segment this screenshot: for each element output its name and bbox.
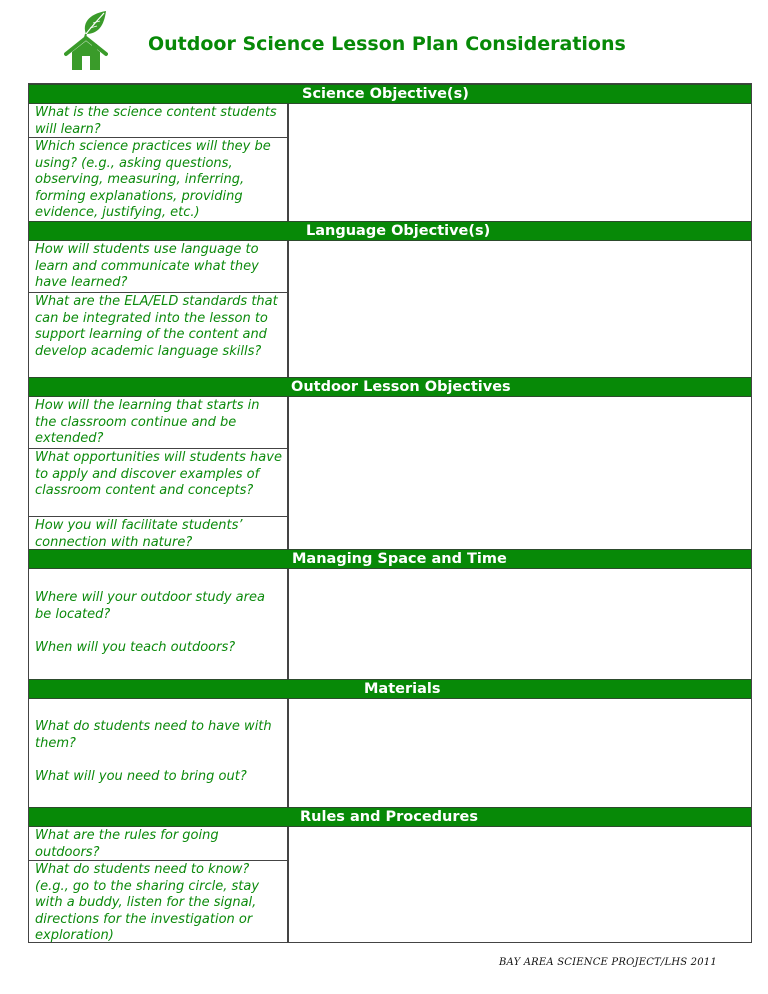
section-title: Language Objective(s) [306, 223, 491, 239]
question-cell [29, 449, 288, 517]
section-title: Materials [364, 681, 441, 697]
question-cell [29, 241, 288, 293]
section-header-rules-and-procedures [29, 807, 751, 827]
question-text: What will you need to bring out? [35, 769, 247, 784]
question-cell [29, 293, 288, 377]
section-header-outdoor-lesson-objectives [29, 377, 751, 397]
question-text: When will you teach outdoors? [35, 640, 236, 655]
section-header-managing-space-and-time [29, 549, 751, 569]
question-column [29, 569, 288, 680]
lesson-plan-form [28, 83, 752, 943]
question-text: What is the science content students will learn? [35, 105, 277, 137]
answer-box-materials[interactable] [288, 699, 751, 807]
section-header-language-objectives [29, 221, 751, 241]
answer-box-science-objectives[interactable] [288, 104, 751, 222]
answer-box-language-objectives[interactable] [288, 241, 751, 377]
question-text: What opportunities will students have to apply and discover examples of classroom content and concepts? [35, 450, 282, 498]
section-title: Rules and Procedures [300, 809, 478, 825]
question-text: Where will your outdoor study area be located? [35, 590, 265, 622]
question-text: How you will facilitate students’ connection with nature? [35, 518, 243, 550]
question-text: Which science practices will they be using? (e.g., asking questions, observing, measuring, inferring, forming explanations, providing evidence, justifying, etc.) [35, 139, 271, 220]
answer-box-managing-space-and-time[interactable] [288, 569, 751, 680]
section-header-materials [29, 679, 751, 699]
question-text: What do students need to have with them? [35, 719, 272, 751]
question-cell [29, 397, 288, 449]
footer-credit: BAY AREA SCIENCE PROJECT/LHS 2011 [499, 957, 717, 968]
question-cell [29, 104, 288, 138]
answer-box-outdoor-lesson-objectives[interactable] [288, 397, 751, 549]
question-text: What are the rules for going outdoors? [35, 828, 219, 860]
question-text: How will students use language to learn and communicate what they have learned? [35, 242, 259, 290]
question-cell [29, 138, 288, 222]
question-text: What are the ELA/ELD standards that can be integrated into the lesson to support learning of the content and develop academic language skills? [35, 294, 278, 359]
page-title: Outdoor Science Lesson Plan Considerations [148, 33, 626, 55]
answer-box-rules-and-procedures[interactable] [288, 827, 751, 942]
question-text: What do students need to know? (e.g., go to the sharing circle, stay with a buddy, listen for the signal, directions for the investigation or exploration) [35, 862, 260, 943]
section-title: Science Objective(s) [302, 86, 469, 102]
question-column [29, 699, 288, 807]
question-text: How will the learning that starts in the classroom continue and be extended? [35, 398, 260, 446]
section-title: Outdoor Lesson Objectives [291, 379, 511, 395]
question-cell [29, 861, 288, 942]
question-cell [29, 827, 288, 861]
section-header-science-objectives [29, 84, 751, 104]
section-title: Managing Space and Time [292, 551, 507, 567]
question-cell [29, 517, 288, 549]
leaf-house-icon [64, 8, 108, 72]
